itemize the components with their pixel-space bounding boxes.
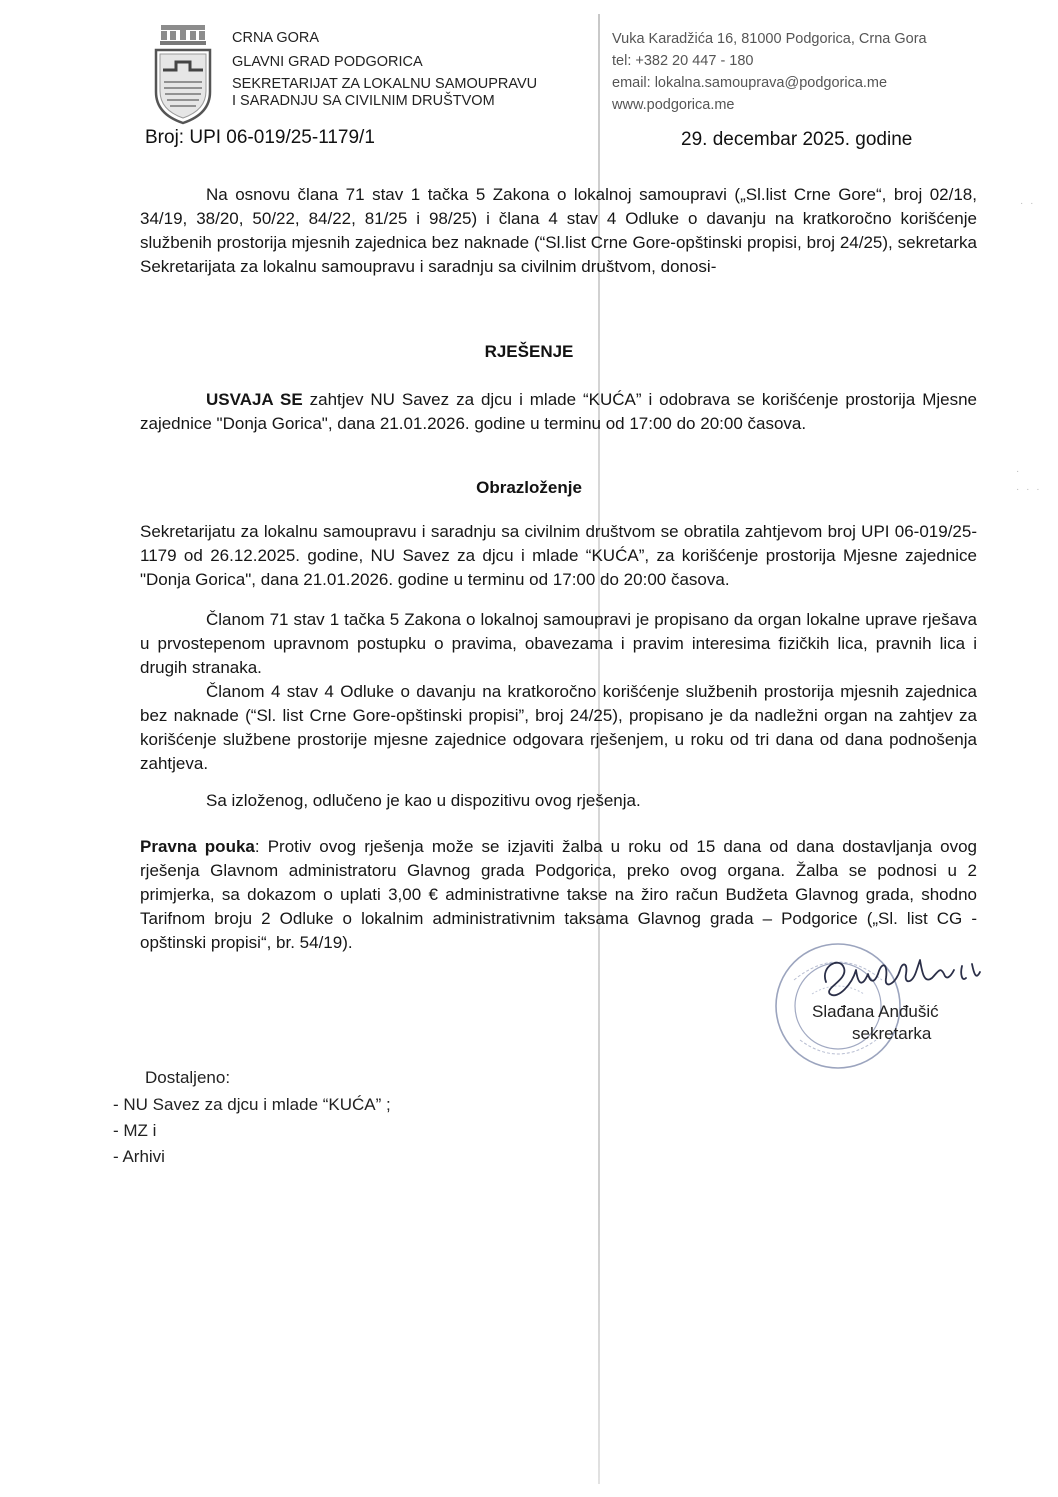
issuer-department-line2: I SARADNJU SA CIVILNIM DRUŠTVOM: [232, 93, 495, 109]
decision-heading: RJEŠENJE: [484, 342, 574, 361]
reasoning-paragraph-3: Članom 4 stav 4 Odluke o davanju na kratkoročno korišćenje službenih prostorija mjesnih zajednica bez naknade (“Sl. list Crne Gore-opštinski propisi”, broj 24/25), propisano je da nadležni organ na zahtjev za korišćenje službene prostorije mjesne zajednice odgovara rješenjem, u roku od tri dana od dana podnošenja zahtjeva.: [140, 682, 977, 773]
reasoning-paragraph-1: Sekretarijatu za lokalnu samoupravu i saradnju sa civilnim društvom se obratila zahtjevom broj UPI 06-019/25-1179 od 26.12.2025. godine, NU Savez za djcu i mlade “KUĆA”, za korišćenje prostorija Mjesne zajednice "Donja Gorica", dana 21.01.2026. godine u terminu od 17:00 do 20:00 časova.: [140, 522, 977, 589]
intro-paragraph: Na osnovu člana 71 stav 1 tačka 5 Zakona o lokalnoj samoupravi („Sl.list Crne Gore“, broj 02/18, 34/19, 38/20, 50/22, 84/22, 81/25 i 98/25) i člana 4 stav 4 Odluke o davanju na kratkoročno korišćenje službenih prostorija mjesnih zajednica bez naknade (“Sl.list Crne Gore-opštinski propisi, broj 24/25), sekretarka Sekretarijata za lokalnu samoupravu i saradnju sa civilnim društvom, donosi-: [140, 185, 977, 276]
legal-remedy-label: Pravna pouka: [140, 837, 255, 856]
issuer-block: [232, 28, 537, 110]
list-item: - NU Savez za djcu i mlade “KUĆA” ;: [113, 1095, 391, 1114]
disposition-paragraph: [140, 388, 977, 436]
contact-block: [612, 28, 927, 116]
contact-email: email: lokalna.samouprava@podgorica.me: [612, 75, 888, 91]
contact-phone: tel: +382 20 447 - 180: [612, 53, 754, 69]
issuer-department: SEKRETARIJAT ZA LOKALNU SAMOUPRAVU: [232, 76, 538, 92]
conclusion-paragraph: Sa izloženog, odlučeno je kao u dispozitivu ovog rješenja.: [206, 791, 641, 810]
signer-name: Slađana Anđušić: [812, 1002, 939, 1021]
list-item: - MZ i: [113, 1121, 157, 1140]
reasoning-paragraph-2: Članom 71 stav 1 tačka 5 Zakona o lokalnoj samoupravi je propisano da organ lokalne uprave rješava u prvostepenom upravnom postupku o pravima, obavezama i pravim interesima fizičkih lica, pravnih lica i drugih stranaka.: [140, 610, 977, 677]
disposition-text: zahtjev NU Savez za djcu i mlade “KUĆA” i odobrava se korišćenje prostorija Mjesne zajednice "Donja Gorica", dana 21.01.2026. godine u terminu od 17:00 do 20:00 časova.: [140, 390, 977, 433]
scan-artifact: · ·: [1020, 198, 1036, 209]
contact-website: www.podgorica.me: [612, 97, 735, 113]
legal-remedy-paragraph: [140, 835, 977, 955]
signer-title: sekretarka: [852, 1024, 932, 1043]
issuer-city: GLAVNI GRAD PODGORICA: [232, 54, 423, 70]
podgorica-coat-of-arms-icon: [152, 22, 214, 126]
distribution-list: [113, 1092, 391, 1170]
list-item: - Arhivi: [113, 1147, 165, 1166]
reference-number: Broj: UPI 06-019/25-1179/1: [145, 127, 375, 148]
scan-artifact: ·: [1016, 466, 1022, 477]
distribution-label: Dostaljeno:: [145, 1068, 231, 1087]
document-date: 29. decembar 2025. godine: [681, 129, 913, 150]
disposition-bold-lead: USVAJA SE: [206, 390, 303, 409]
reasoning-heading: Obrazloženje: [476, 478, 582, 497]
scan-artifact: · · ·: [1016, 484, 1042, 495]
issuer-country: CRNA GORA: [232, 30, 320, 46]
legal-remedy-text: : Protiv ovog rješenja može se izjaviti žalba u roku od 15 dana od dana dostavljanja ovog rješenja Glavnom administratoru Glavnog grada Podgorica, preko ovog organa. Žalba se podnosi u 2 primjerka, sa dokazom o uplati 3,00 € administrativne takse na žiro račun Budžeta Glavnog grada, shodno Tarifnom broju 2 Odluke o lokalnim administrativnim taksama Glavnog grada – Podgorice („Sl. list CG - opštinski propisi“, br. 54/19).: [140, 837, 977, 952]
handwritten-signature-icon: [816, 944, 984, 1002]
signature-block: [772, 940, 1002, 1070]
contact-address: Vuka Karadžića 16, 81000 Podgorica, Crna Gora: [612, 31, 927, 47]
